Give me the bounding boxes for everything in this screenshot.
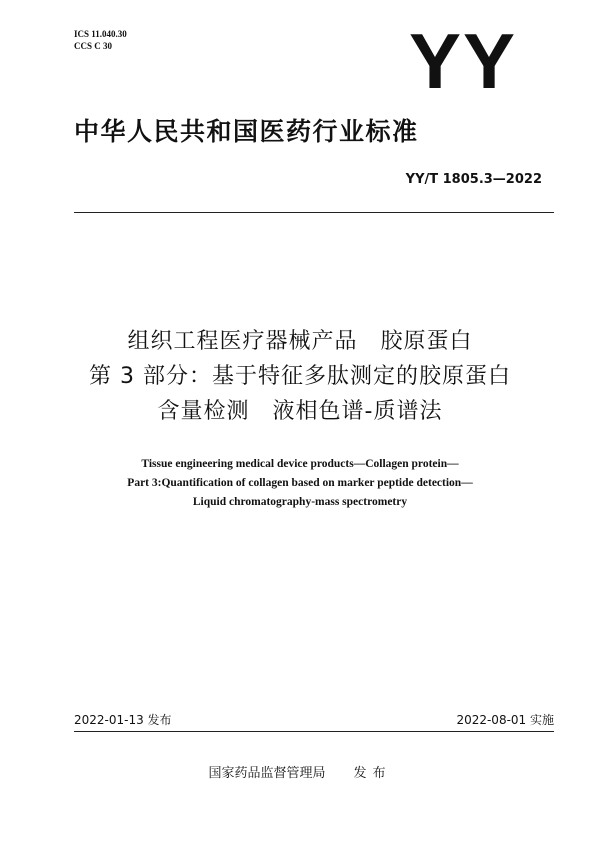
chinese-title xyxy=(40,324,560,429)
english-title-line-2: Part 3:Quantification of collagen based on marker peptide detection— xyxy=(127,477,473,489)
ccs-code: CCS C 30 xyxy=(74,41,113,51)
standard-number: YY/T 1805.3—2022 xyxy=(405,172,542,187)
header-divider xyxy=(74,212,554,213)
chinese-title-line-2: 第 3 部分：基于特征多肽测定的胶原蛋白 xyxy=(89,364,511,389)
issue-date: 2022-01-13 发布 xyxy=(74,713,172,727)
yy-standard-logo xyxy=(398,22,528,112)
chinese-title-line-3: 含量检测 液相色谱-质谱法 xyxy=(157,399,443,424)
publisher-verb: 发布 xyxy=(353,766,392,781)
publisher-name: 国家药品监督管理局 xyxy=(208,766,326,781)
standard-category-title: 中华人民共和国医药行业标准 xyxy=(74,117,419,146)
classification-codes xyxy=(74,28,127,52)
footer-divider xyxy=(74,731,554,732)
english-title xyxy=(40,455,560,512)
publisher-line xyxy=(0,762,600,781)
chinese-title-line-1: 组织工程医疗器械产品 胶原蛋白 xyxy=(127,329,473,354)
english-title-line-3: Liquid chromatography-mass spectrometry xyxy=(192,496,408,508)
yy-logo-text: YY xyxy=(408,22,518,105)
english-title-line-1: Tissue engineering medical device products—Collagen protein— xyxy=(141,458,459,470)
effective-date: 2022-08-01 实施 xyxy=(456,713,554,727)
ics-code: ICS 11.040.30 xyxy=(74,29,127,39)
